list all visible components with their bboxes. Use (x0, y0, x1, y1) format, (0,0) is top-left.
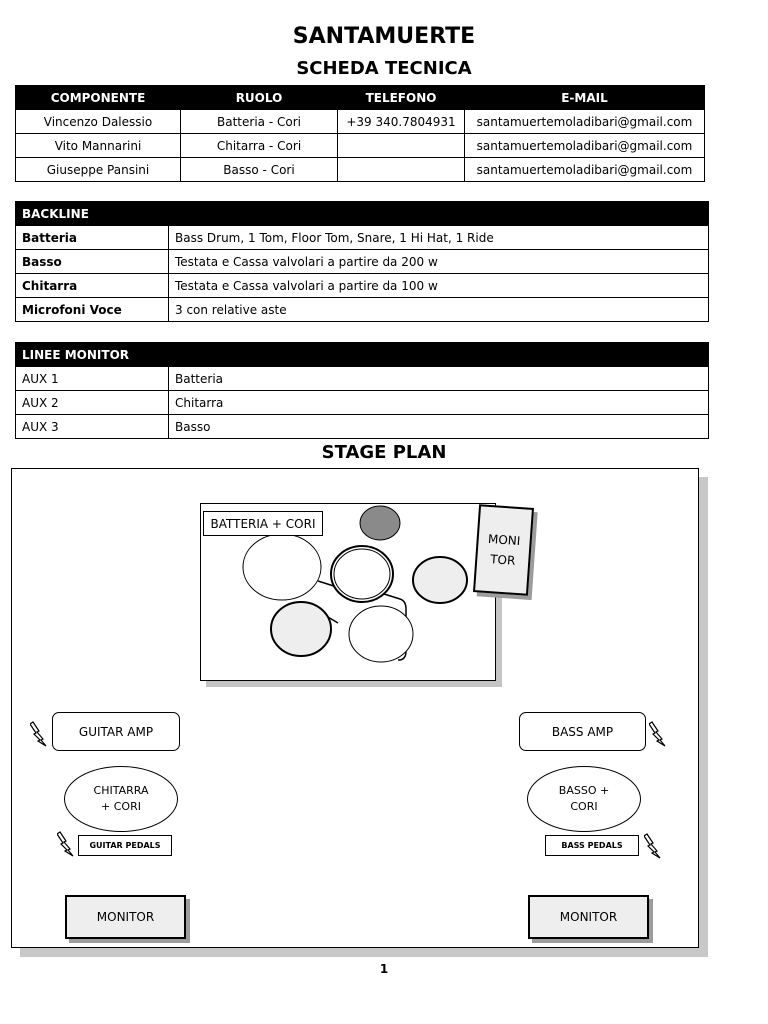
member-role: Basso - Cori (181, 158, 338, 182)
backline-title: BACKLINE (16, 202, 709, 226)
member-role: Chitarra - Cori (181, 134, 338, 158)
backline-instrument: Batteria (16, 226, 169, 250)
backline-instrument: Microfoni Voce (16, 298, 169, 322)
backline-table (15, 201, 709, 322)
drum-label: BATTERIA + CORI (203, 511, 323, 536)
monitor-left: MONITOR (65, 895, 186, 939)
backline-spec: Bass Drum, 1 Tom, Floor Tom, Snare, 1 Hi Hat, 1 Ride (169, 226, 709, 250)
aux-channel: AUX 3 (16, 415, 169, 439)
table-row (16, 158, 705, 182)
aux-channel: AUX 1 (16, 367, 169, 391)
monitor-lines-table (15, 342, 709, 439)
table-row (16, 415, 709, 439)
lightning-bolt-icon (644, 833, 662, 859)
bass-pedals: BASS PEDALS (545, 835, 639, 856)
backline-spec: 3 con relative aste (169, 298, 709, 322)
backline-spec: Testata e Cassa valvolari a partire da 200 w (169, 250, 709, 274)
lightning-bolt-icon (30, 721, 48, 747)
member-role: Batteria - Cori (181, 110, 338, 134)
guitarist-line1: CHITARRA (93, 784, 149, 797)
drum-monitor (473, 504, 534, 596)
floor-tom (413, 557, 467, 603)
col-header-ruolo: RUOLO (181, 86, 338, 110)
member-name: Giuseppe Pansini (16, 158, 181, 182)
bass-amp: BASS AMP (519, 712, 646, 751)
col-header-componente: COMPONENTE (16, 86, 181, 110)
member-name: Vito Mannarini (16, 134, 181, 158)
guitar-pedals: GUITAR PEDALS (78, 835, 172, 856)
member-email: santamuertemoladibari@gmail.com (465, 158, 705, 182)
backline-spec: Testata e Cassa valvolari a partire da 100 w (169, 274, 709, 298)
members-table (15, 85, 705, 182)
table-row (16, 298, 709, 322)
document-subtitle: SCHEDA TECNICA (296, 58, 472, 79)
table-row (16, 274, 709, 298)
hi-hat (271, 602, 331, 656)
member-name: Vincenzo Dalessio (16, 110, 181, 134)
members-header-row (16, 86, 705, 110)
lightning-bolt-icon (649, 721, 667, 747)
monitor-right: MONITOR (528, 895, 649, 939)
aux-destination: Batteria (169, 367, 709, 391)
backline-instrument: Basso (16, 250, 169, 274)
crash-cymbal (360, 506, 400, 540)
guitar-amp: GUITAR AMP (52, 712, 180, 751)
col-header-telefono: TELEFONO (338, 86, 465, 110)
aux-destination: Basso (169, 415, 709, 439)
bassist-line1: BASSO + (558, 784, 610, 797)
guitarist-position (64, 766, 178, 832)
member-email: santamuertemoladibari@gmail.com (465, 110, 705, 134)
band-name: SANTAMUERTE (292, 24, 476, 49)
table-row (16, 110, 705, 134)
drum-monitor-line1: MONI (487, 531, 521, 549)
table-row (16, 250, 709, 274)
member-phone (338, 134, 465, 158)
aux-channel: AUX 2 (16, 391, 169, 415)
stage-plan-title: STAGE PLAN (321, 442, 447, 463)
ride-tom (331, 546, 393, 602)
col-header-email: E-MAIL (465, 86, 705, 110)
monitor-lines-title: LINEE MONITOR (16, 343, 709, 367)
member-phone (338, 158, 465, 182)
table-row (16, 391, 709, 415)
snare-drum (349, 606, 413, 662)
aux-destination: Chitarra (169, 391, 709, 415)
table-row (16, 134, 705, 158)
member-email: santamuertemoladibari@gmail.com (465, 134, 705, 158)
table-row (16, 226, 709, 250)
bassist-position (527, 766, 641, 832)
page-number: 1 (379, 962, 389, 976)
ride-cymbal (243, 534, 321, 600)
backline-instrument: Chitarra (16, 274, 169, 298)
table-row (16, 367, 709, 391)
member-phone: +39 340.7804931 (338, 110, 465, 134)
drum-monitor-line2: TOR (489, 552, 516, 568)
guitarist-line2: + CORI (101, 800, 141, 813)
bassist-line2: CORI (570, 800, 598, 813)
stage-plan-area (11, 468, 699, 948)
lightning-bolt-icon (57, 831, 75, 857)
